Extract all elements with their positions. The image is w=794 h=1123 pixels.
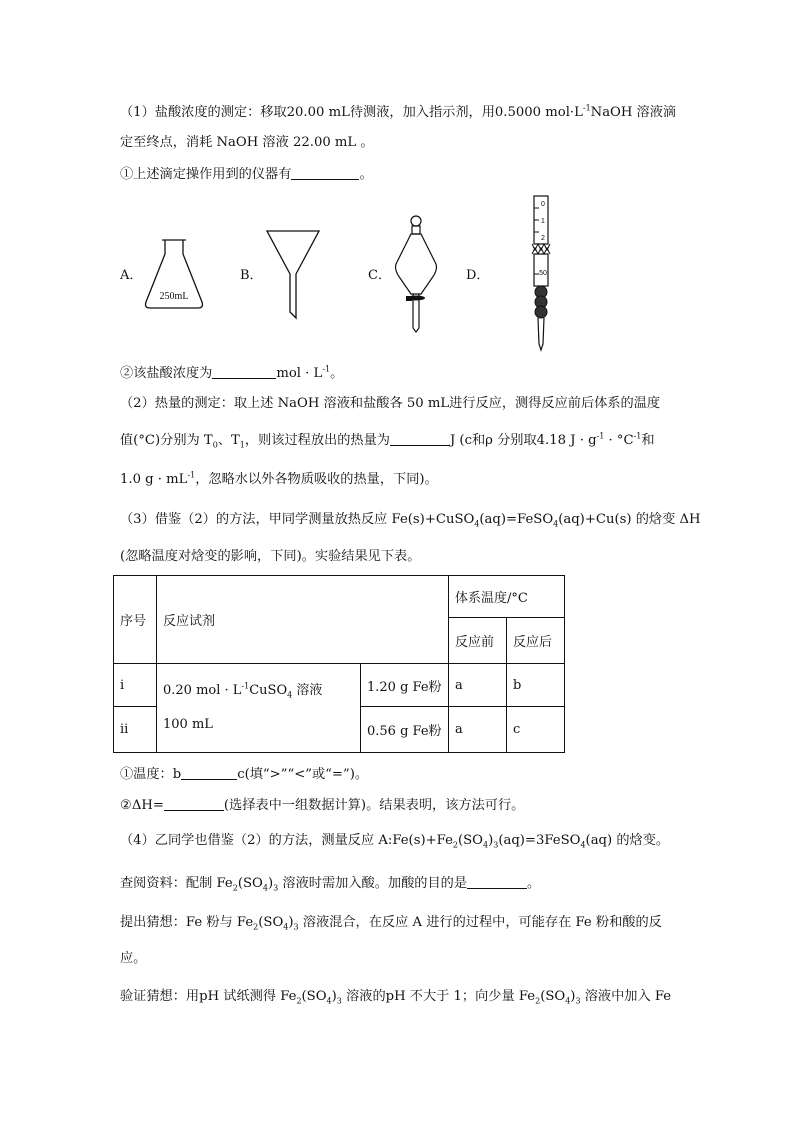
q3-sub-1: ①温度：b c(填“>”“<”或“=”)。 — [120, 767, 369, 782]
option-b-label: B． — [240, 268, 263, 283]
header-number: 序号 — [114, 576, 157, 664]
solution-volume: 100 mL — [163, 717, 213, 732]
answer-blank[interactable] — [164, 796, 224, 811]
option-c-label: C． — [368, 268, 391, 283]
fe-mass: 0.56 g Fe粉 — [361, 707, 449, 753]
q3-line-2: (忽略温度对焓变的影响，下同)。实验结果见下表。 — [120, 549, 421, 564]
temp-before: a — [449, 707, 507, 753]
answer-blank[interactable] — [390, 431, 450, 446]
option-d-label: D． — [466, 268, 490, 283]
separatory-funnel-icon — [392, 212, 440, 334]
answer-blank[interactable] — [467, 874, 527, 889]
q1-sub-2: ②该盐酸浓度为 mol · $L^{-1}$。 — [120, 364, 344, 381]
experiment-results-table — [113, 575, 565, 753]
temp-before: a — [449, 664, 507, 707]
q4-line-1: （4）乙同学也借鉴（2）的方法，测量反应 $A:Fe(s)+Fe_2(SO_4)_3(aq)=3FeSO_4(aq)$ 的焓变。 — [120, 833, 670, 850]
q1-sub-1: ①上述滴定操作用到的仪器有 。 — [120, 167, 373, 182]
q4-hypothesis: 提出猜想：Fe 粉与 $Fe_2(SO_4)_3$ 溶液混合，在反应 A 进行的过程中，可能存在 Fe 粉和酸的反 — [120, 915, 662, 932]
answer-blank[interactable] — [181, 765, 237, 780]
fe-mass: 1.20 g Fe粉 — [361, 664, 449, 707]
burette-tick-50: 50 — [539, 270, 547, 277]
q2-line-3: 1.0 $g \cdot mL^{-1}$，忽略水以外各物质吸收的热量，下同)。 — [120, 470, 438, 487]
q3-sub-2: ②ΔH= (选择表中一组数据计算)。结果表明，该方法可行。 — [120, 798, 525, 813]
flask-volume-label: 250mL — [159, 291, 189, 302]
burette-tick-1: 1 — [541, 218, 545, 225]
header-after: 反应后 — [507, 618, 565, 664]
header-reagent: 反应试剂 — [157, 576, 449, 664]
answer-blank[interactable] — [291, 165, 359, 180]
q3-line-1: （3）借鉴（2）的方法，甲同学测量放热反应 Fe(s)+CuSO$_4$(aq)=FeSO$_4$(aq)+Cu(s) 的焓变 ΔH — [120, 512, 701, 529]
funnel-icon — [264, 228, 322, 322]
option-a-label: A． — [120, 268, 143, 283]
q4-verification: 验证猜想：用pH 试纸测得 $Fe_2(SO_4)_3$ 溶液的pH 不大于 1；向少量 $Fe_2(SO_4)_3$ 溶液中加入 Fe — [120, 989, 672, 1006]
q1-line-1: （1）盐酸浓度的测定：移取20.00 mL待测液，加入指示剂，用0.5000 $mol\cdot L^{-1}NaOH$ 溶液滴 — [120, 103, 677, 120]
header-before: 反应前 — [449, 618, 507, 664]
row-number: i — [114, 664, 157, 707]
cuso4-solution-cell — [157, 664, 361, 753]
solution-concentration: 0.20 mol · $L^{-1}CuSO_4$ 溶液 — [163, 681, 323, 700]
q2-line-1: （2）热量的测定：取上述 NaOH 溶液和盐酸各 50 mL进行反应，测得反应前后体系的温度 — [120, 396, 661, 411]
answer-blank[interactable] — [212, 364, 276, 379]
q4-reference: 查阅资料：配制 $Fe_2(SO_4)_3$ 溶液时需加入酸。加酸的目的是 。 — [120, 876, 541, 893]
conical-flask-icon — [140, 236, 208, 312]
burette-tick-2: 2 — [541, 235, 545, 242]
q2-line-2: 值(°C)分别为 $T_0$、$T_1$，则该过程放出的热量为 J (c和ρ 分别取4.18 $J \cdot g^{-1} \cdot ^\circ C^{-1}$和 — [120, 431, 655, 450]
q4-hypothesis-cont: 应。 — [120, 951, 147, 966]
temp-after: c — [507, 707, 565, 753]
burette-icon — [526, 194, 556, 352]
header-temperature: 体系温度/°C — [449, 576, 565, 618]
temp-after: b — [507, 664, 565, 707]
q1-line-2: 定至终点，消耗 NaOH 溶液 22.00 mL 。 — [120, 135, 374, 150]
burette-tick-0: 0 — [541, 201, 545, 208]
row-number: ii — [114, 707, 157, 753]
